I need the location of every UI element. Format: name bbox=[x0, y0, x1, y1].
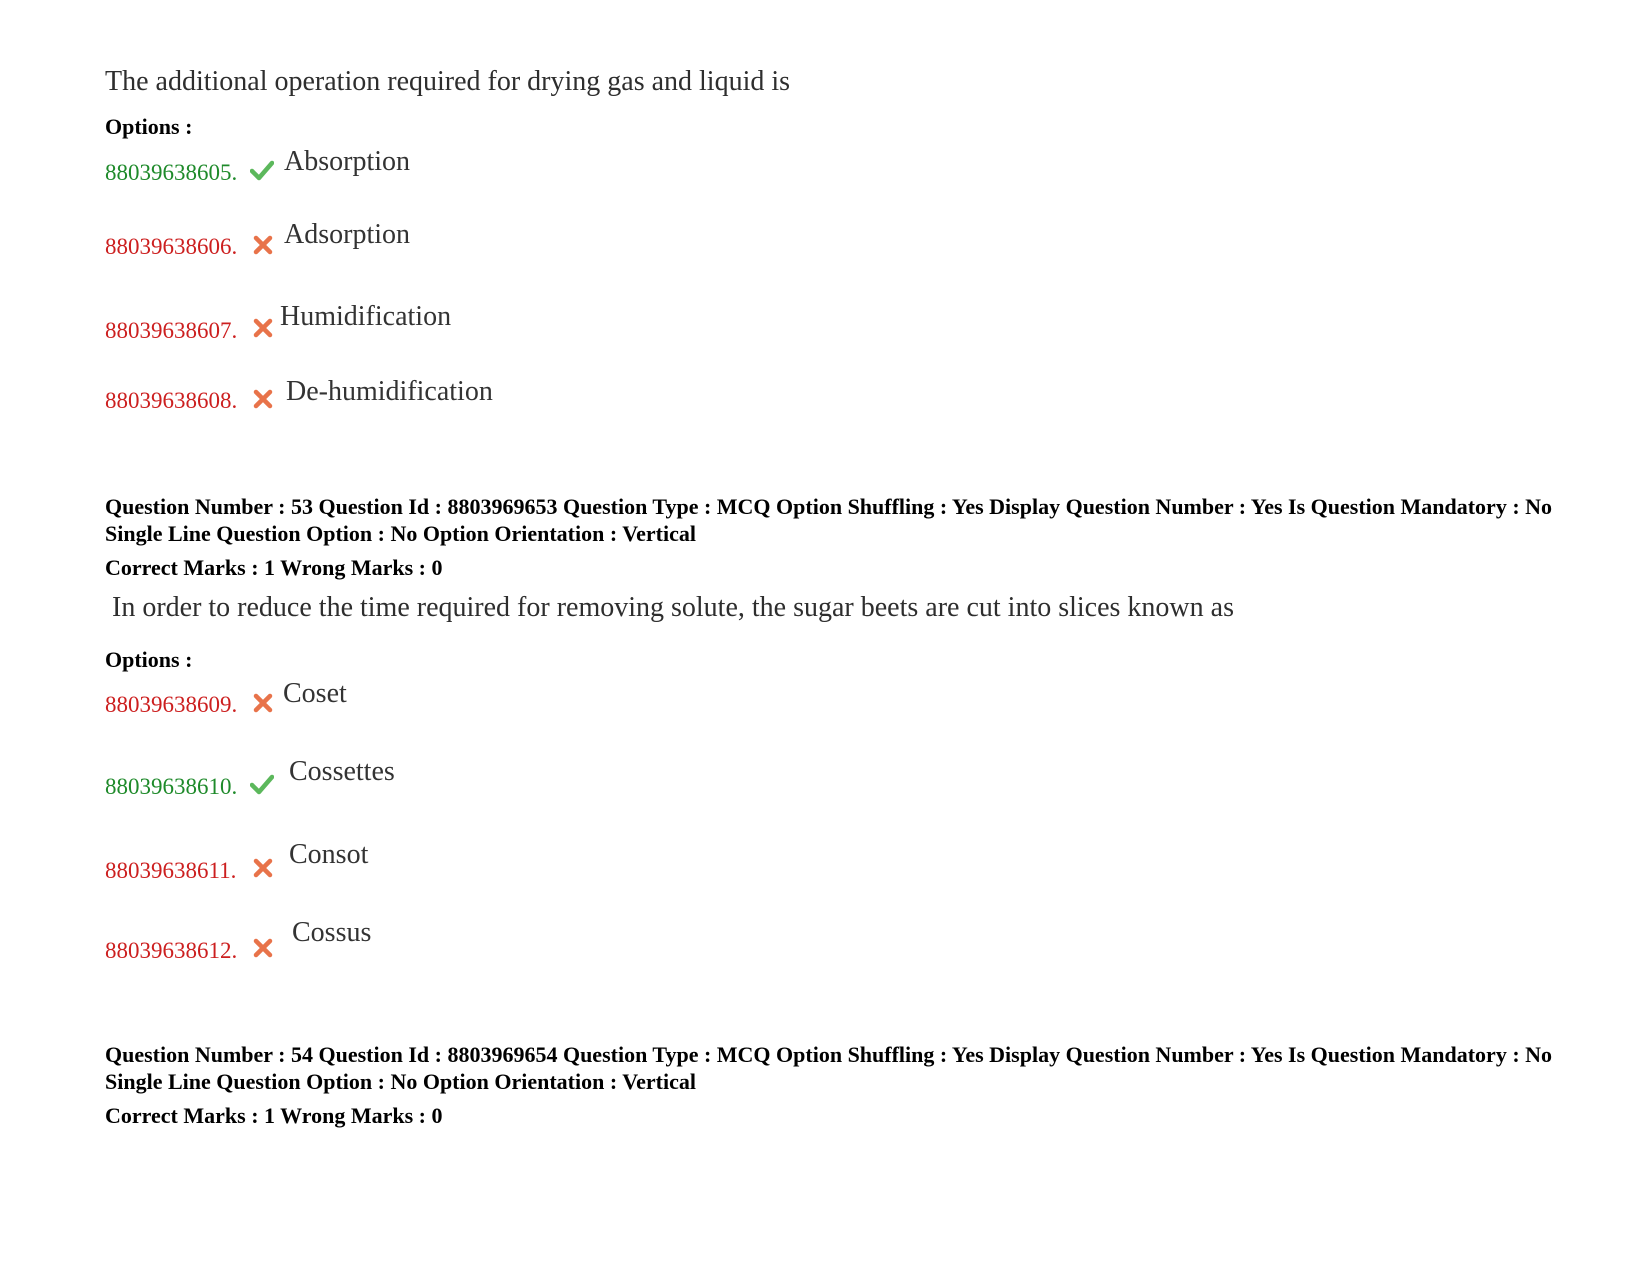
option-id: 88039638606. bbox=[105, 234, 238, 259]
option-id: 88039638608. bbox=[105, 388, 238, 413]
option-id: 88039638607. bbox=[105, 318, 238, 343]
option-id: 88039638610. bbox=[105, 774, 238, 799]
option-text: Adsorption bbox=[284, 219, 410, 250]
option-text: Cossus bbox=[292, 917, 372, 948]
option-id: 88039638609. bbox=[105, 692, 238, 717]
option-text: Coset bbox=[283, 678, 347, 709]
cross-icon bbox=[251, 387, 275, 411]
option-text: De-humidification bbox=[286, 376, 493, 407]
question-54-marks: Correct Marks : 1 Wrong Marks : 0 bbox=[105, 1103, 443, 1128]
question-53-marks: Correct Marks : 1 Wrong Marks : 0 bbox=[105, 555, 443, 580]
option-id: 88039638612. bbox=[105, 938, 238, 963]
option-id: 88039638605. bbox=[105, 160, 238, 185]
question-54-meta: Question Number : 54 Question Id : 8803969654 Question Type : MCQ Option Shuffling : Yes Display Question Number : Yes Is Question Mandatory : No Single Line Question Option : No Option Orientation : Vertical bbox=[105, 1042, 1553, 1094]
cross-icon bbox=[251, 233, 275, 257]
options-label: Options : bbox=[105, 114, 193, 139]
option-id: 88039638611. bbox=[105, 858, 237, 883]
option-text: Cossettes bbox=[289, 756, 395, 787]
options-label: Options : bbox=[105, 647, 193, 672]
cross-icon bbox=[251, 856, 275, 880]
option-text: Consot bbox=[289, 839, 369, 870]
check-icon bbox=[250, 158, 274, 182]
option-text: Absorption bbox=[284, 146, 410, 177]
cross-icon bbox=[251, 316, 275, 340]
question-52-text: The additional operation required for drying gas and liquid is bbox=[105, 66, 791, 97]
cross-icon bbox=[251, 691, 275, 715]
cross-icon bbox=[251, 936, 275, 960]
option-text: Humidification bbox=[280, 301, 452, 332]
question-53-meta: Question Number : 53 Question Id : 8803969653 Question Type : MCQ Option Shuffling : Yes Display Question Number : Yes Is Question Mandatory : No Single Line Question Option : No Option Orientation : Vertical bbox=[105, 494, 1553, 546]
check-icon bbox=[250, 772, 274, 796]
question-53-text: In order to reduce the time required for removing solute, the sugar beets are cut into slices known as bbox=[112, 592, 1234, 623]
